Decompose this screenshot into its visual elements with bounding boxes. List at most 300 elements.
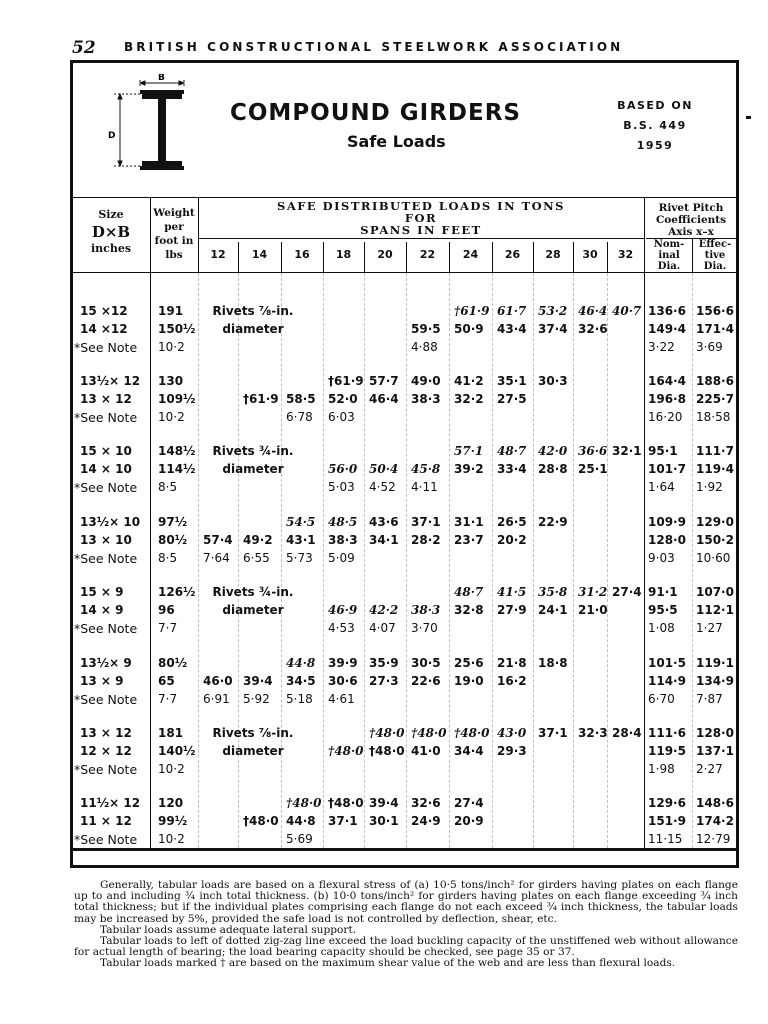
size-head-label: Size [98, 208, 124, 221]
load-value: 32·1 [612, 444, 642, 458]
load-value: 21·0 [578, 603, 608, 617]
load-value: †48·0 [286, 796, 322, 810]
load-value: 50·9 [454, 322, 484, 336]
nominal-coefficient: 149·4 [648, 322, 686, 336]
page-subtitle: Safe Loads [347, 132, 446, 151]
load-value: 35·8 [538, 585, 568, 599]
column-guide [449, 273, 450, 848]
nominal-coefficient: 128·0 [648, 533, 686, 547]
span-head: 20 [377, 248, 393, 261]
effective-coefficient: 119·4 [696, 462, 734, 476]
divider-weight [198, 197, 199, 273]
load-value: 44·8 [286, 814, 316, 828]
effective-coefficient: 134·9 [696, 674, 734, 688]
row-weight: 65 [158, 674, 175, 688]
load-value: †48·0 [369, 726, 405, 740]
load-value: 41·2 [454, 374, 484, 388]
nominal-coefficient: 16·20 [648, 410, 683, 424]
load-value: 22·6 [411, 674, 441, 688]
nominal-coefficient: 101·7 [648, 462, 686, 476]
load-value: 29·3 [497, 744, 527, 758]
weight-column-head [150, 206, 198, 262]
load-value: 27·9 [497, 603, 527, 617]
standard-code: B.S. 449 [623, 119, 687, 132]
load-value: 5·92 [243, 692, 270, 706]
span-head: 18 [335, 248, 352, 261]
nominal-coefficient: 95·5 [648, 603, 678, 617]
row-weight: 8·5 [158, 551, 178, 565]
running-head [72, 38, 752, 58]
nominal-coefficient: 196·8 [648, 392, 686, 406]
column-guide [492, 273, 493, 848]
load-value: 44·8 [286, 656, 316, 670]
row-weight: 10·2 [158, 410, 185, 424]
header-rule [70, 197, 739, 198]
row-size: 13½× 12 [80, 374, 141, 388]
margin-mark [746, 116, 751, 119]
effective-head-3: Dia. [703, 261, 727, 272]
nominal-coefficient: 9·03 [648, 551, 675, 565]
load-value: 32·6 [578, 322, 608, 336]
row-size: 13 × 9 [80, 674, 124, 688]
divider-rivet [644, 197, 645, 273]
row-weight: 140½ [158, 744, 196, 758]
effective-coefficient: 10·60 [696, 551, 731, 565]
load-value: 32·2 [454, 392, 484, 406]
nominal-coefficient: 1·98 [648, 762, 675, 776]
load-value: 38·3 [328, 533, 358, 547]
nominal-coefficient: 6·70 [648, 692, 675, 706]
span-head: 16 [294, 248, 310, 261]
spans-rule [198, 238, 644, 239]
load-value: 43·4 [497, 322, 527, 336]
span-head: 22 [419, 248, 436, 261]
nominal-coefficient: 109·9 [648, 515, 686, 529]
row-size: 14 × 9 [80, 603, 124, 617]
load-value: 25·6 [454, 656, 484, 670]
row-weight: 114½ [158, 462, 196, 476]
effective-coefficient: 128·0 [696, 726, 734, 740]
load-value: †48·0 [328, 796, 364, 810]
load-value: 4·07 [369, 621, 396, 635]
size-head-unit: inches [90, 242, 132, 255]
load-value: 28·2 [411, 533, 441, 547]
load-value: 34·5 [286, 674, 316, 688]
row-weight: 10·2 [158, 340, 185, 354]
association-name: BRITISH CONSTRUCTIONAL STEELWORK ASSOCIATION [124, 40, 624, 54]
load-value: 22·9 [538, 515, 568, 529]
row-size: *See Note [74, 762, 138, 777]
load-value: 37·4 [538, 322, 568, 336]
effective-coefficient: 112·1 [696, 603, 734, 617]
load-value: 49·2 [243, 533, 273, 547]
row-weight: 7·7 [158, 621, 178, 635]
row-weight: 96 [158, 603, 175, 617]
rivet-note-line: diameter [222, 462, 284, 476]
rivet-head-3: Axis x–x [668, 226, 714, 238]
load-value: 27·4 [454, 796, 484, 810]
load-value: 21·8 [497, 656, 527, 670]
weight-head-3: foot in [154, 235, 194, 247]
row-weight: 130 [158, 374, 184, 388]
load-value: 27·4 [612, 585, 642, 599]
load-value: 5·69 [286, 832, 313, 846]
load-value: 38·3 [411, 603, 441, 617]
effective-coefficient: 2·27 [696, 762, 723, 776]
load-value: 5·03 [328, 480, 355, 494]
load-value: 31·2 [578, 585, 608, 599]
load-value: 42·0 [538, 444, 568, 458]
load-value: †48·0 [328, 744, 364, 758]
row-weight: 181 [158, 726, 184, 740]
load-value: 43·0 [497, 726, 527, 740]
nominal-head-1: Nom- [653, 239, 685, 250]
nominal-coefficient: 101·5 [648, 656, 686, 670]
row-size: 15 ×12 [80, 304, 128, 318]
row-size: 14 × 10 [80, 462, 132, 476]
load-value: 57·7 [369, 374, 399, 388]
span-head: 14 [251, 248, 268, 261]
row-size: 14 ×12 [80, 322, 128, 336]
column-guide [607, 273, 608, 848]
rivet-note-line: diameter [222, 744, 284, 758]
loads-group-head [198, 200, 644, 236]
load-value: 57·4 [203, 533, 233, 547]
span-divider [573, 242, 574, 272]
load-value: 33·4 [497, 462, 527, 476]
load-value: 5·18 [286, 692, 313, 706]
row-weight: 8·5 [158, 480, 178, 494]
row-weight: 120 [158, 796, 184, 810]
span-divider [533, 242, 534, 272]
row-size: *See Note [74, 551, 138, 566]
nominal-coefficient: 119·5 [648, 744, 686, 758]
girder-section-diagram [104, 74, 196, 174]
effective-coefficient: 12·79 [696, 832, 731, 846]
effective-coefficient: 225·7 [696, 392, 734, 406]
load-value: 36·6 [578, 444, 608, 458]
load-value: 6·55 [243, 551, 270, 565]
row-weight: 126½ [158, 585, 196, 599]
row-size: *See Note [74, 340, 138, 355]
standard-reference [610, 96, 700, 156]
load-value: 28·4 [612, 726, 642, 740]
load-value: 46·4 [369, 392, 399, 406]
load-value: 46·4 [578, 304, 608, 318]
nominal-coefficient: 129·6 [648, 796, 686, 810]
span-divider [607, 242, 608, 272]
rivet-note-line: diameter [222, 603, 284, 617]
load-value: 4·53 [328, 621, 355, 635]
nominal-coefficient: 91·1 [648, 585, 678, 599]
load-value: 6·03 [328, 410, 355, 424]
load-value: †48·0 [369, 744, 405, 758]
rivet-head-2: Coefficients [655, 214, 727, 226]
rivet-note [198, 583, 308, 619]
effective-coefficient: 18·58 [696, 410, 731, 424]
load-value: 43·6 [369, 515, 399, 529]
effective-coefficient: 1·27 [696, 621, 723, 635]
row-size: 12 × 12 [80, 744, 132, 758]
rivet-note-line: Rivets ¾-in. [212, 444, 294, 458]
load-value: 24·1 [538, 603, 568, 617]
load-value: 61·7 [497, 304, 527, 318]
size-column-head [72, 208, 150, 256]
row-size: 13 × 12 [80, 726, 132, 740]
loads-head-2: FOR [404, 211, 438, 225]
load-value: †61·9 [454, 304, 490, 318]
span-divider [281, 242, 282, 272]
column-guide [281, 273, 282, 848]
effective-coefficient: 150·2 [696, 533, 734, 547]
note-flexural-stress: Generally, tabular loads are based on a flexural stress of (a) 10·5 tons/inch² for girders having plates on each flange up to and including ¾ inch total thickness. (b) 10·0 tons/inch² for girders having plates on each flange exceeding ¾ inch total thickness; but if the individual plates comprising each flange do not each exceed ¾ inch thickness, the tabular loads may be increased by 5%, provided the safe load is not controlled by deflection, shear, etc. [74, 879, 738, 925]
nominal-head-2: inal [658, 250, 680, 261]
row-weight: 191 [158, 304, 184, 318]
load-value: 37·1 [328, 814, 358, 828]
effective-coefficient: 107·0 [696, 585, 734, 599]
nominal-coefficient: 3·22 [648, 340, 675, 354]
load-value: 48·7 [497, 444, 527, 458]
load-value: †61·9 [243, 392, 279, 406]
nominal-coefficient: 136·6 [648, 304, 686, 318]
load-value: 54·5 [286, 515, 316, 529]
load-value: 6·78 [286, 410, 313, 424]
load-value: 50·4 [369, 462, 399, 476]
load-value: 30·3 [538, 374, 568, 388]
load-value: 45·8 [411, 462, 441, 476]
rivet-note-line: Rivets ⅞-in. [212, 304, 294, 318]
column-divider [644, 273, 645, 848]
load-value: 46·9 [328, 603, 358, 617]
note-lateral-support: Tabular loads assume adequate lateral support. [100, 923, 357, 936]
rivet-note-line: Rivets ¾-in. [212, 585, 294, 599]
column-head-rule [70, 272, 739, 273]
rivet-pitch-head [644, 202, 738, 238]
weight-head-4: lbs [165, 249, 183, 261]
row-weight: 10·2 [158, 832, 185, 846]
span-head: 12 [210, 248, 226, 261]
note-shear-value: Tabular loads marked † are based on the maximum shear value of the web and are less than flexural loads. [100, 957, 676, 970]
row-size: 13 × 10 [80, 533, 132, 547]
row-size: 13 × 12 [80, 392, 132, 406]
span-head: 28 [545, 248, 561, 261]
load-value: 39·4 [369, 796, 399, 810]
effective-coefficient: 129·0 [696, 515, 734, 529]
effective-coefficient: 148·6 [696, 796, 734, 810]
nominal-coefficient: 95·1 [648, 444, 678, 458]
standard-year: 1959 [636, 139, 674, 152]
column-guide [198, 273, 199, 848]
diagram-label-d: D [108, 131, 116, 141]
row-size: *See Note [74, 410, 138, 425]
load-value: 27·5 [497, 392, 527, 406]
row-weight: 10·2 [158, 762, 185, 776]
load-value: 19·0 [454, 674, 484, 688]
page-number: 52 [72, 38, 96, 58]
row-weight: 80½ [158, 533, 188, 547]
load-value: 46·0 [203, 674, 233, 688]
span-divider [323, 242, 324, 272]
span-divider [406, 242, 407, 272]
column-guide [533, 273, 534, 848]
rivet-note-line: diameter [222, 322, 284, 336]
load-value: 48·5 [328, 515, 358, 529]
weight-head-2: per [164, 221, 184, 233]
load-value: 39·4 [243, 674, 273, 688]
load-value: 20·2 [497, 533, 527, 547]
effective-coefficient: 137·1 [696, 744, 734, 758]
load-value: 34·4 [454, 744, 484, 758]
load-value: 58·5 [286, 392, 316, 406]
load-value: 41·5 [497, 585, 527, 599]
rivet-note-line: Rivets ⅞-in. [212, 726, 294, 740]
effective-coefficient: 119·1 [696, 656, 734, 670]
load-value: 23·7 [454, 533, 484, 547]
load-value: 30·1 [369, 814, 399, 828]
load-value: 39·2 [454, 462, 484, 476]
divider-size [150, 197, 151, 273]
load-value: 27·3 [369, 674, 399, 688]
effective-coefficient: 174·2 [696, 814, 734, 828]
table-bottom-rule [70, 848, 739, 851]
load-value: 3·70 [411, 621, 438, 635]
column-guide [323, 273, 324, 848]
load-value: 52·0 [328, 392, 358, 406]
span-divider [364, 242, 365, 272]
span-head: 26 [504, 248, 521, 261]
row-weight: 148½ [158, 444, 196, 458]
span-divider [238, 242, 239, 272]
row-weight: 97½ [158, 515, 188, 529]
load-value: 39·9 [328, 656, 358, 670]
row-size: 15 × 10 [80, 444, 132, 458]
loads-head-3: SPANS IN FEET [360, 223, 482, 237]
effective-coefficient: 7·87 [696, 692, 723, 706]
load-value: 41·0 [411, 744, 441, 758]
load-value: 5·73 [286, 551, 313, 565]
rivet-note [198, 302, 308, 338]
row-size: *See Note [74, 621, 138, 636]
load-value: †48·0 [243, 814, 279, 828]
effective-coefficient: 111·7 [696, 444, 734, 458]
rivet-note [198, 724, 308, 760]
load-value: 30·5 [411, 656, 441, 670]
load-value: 32·3 [578, 726, 608, 740]
nominal-coefficient: 11·15 [648, 832, 683, 846]
load-value: 57·1 [454, 444, 484, 458]
effective-head-1: Effec- [698, 239, 732, 250]
effective-coefficient: 156·6 [696, 304, 734, 318]
effective-head-2: tive [704, 250, 726, 261]
load-value: 4·88 [411, 340, 438, 354]
effective-dia-head [692, 239, 738, 272]
load-value: 38·3 [411, 392, 441, 406]
size-head-dims: D×B [91, 223, 131, 241]
load-value: 7·64 [203, 551, 230, 565]
span-divider [492, 242, 493, 272]
load-value: 37·1 [411, 515, 441, 529]
rivet-note [198, 442, 308, 478]
nominal-coefficient: 1·64 [648, 480, 675, 494]
weight-head-1: Weight [153, 207, 195, 219]
table-notes [74, 880, 738, 970]
load-value: 4·52 [369, 480, 396, 494]
load-value: 35·9 [369, 656, 399, 670]
row-size: 15 × 9 [80, 585, 124, 599]
load-value: 6·91 [203, 692, 230, 706]
nominal-coefficient: 1·08 [648, 621, 675, 635]
rivet-head-1: Rivet Pitch [658, 202, 724, 214]
effective-coefficient: 3·69 [696, 340, 723, 354]
effective-coefficient: 171·4 [696, 322, 734, 336]
nominal-head-3: Dia. [657, 261, 681, 272]
based-on-label: BASED ON [617, 99, 693, 112]
load-value: 34·1 [369, 533, 399, 547]
column-guide [573, 273, 574, 848]
load-value: 56·0 [328, 462, 358, 476]
row-weight: 7·7 [158, 692, 178, 706]
column-guide [238, 273, 239, 848]
span-head: 30 [582, 248, 598, 261]
nominal-coefficient: 164·4 [648, 374, 686, 388]
load-value: 16·2 [497, 674, 527, 688]
column-guide [406, 273, 407, 848]
load-value: 4·11 [411, 480, 438, 494]
span-head: 24 [462, 248, 479, 261]
load-value: 35·1 [497, 374, 527, 388]
load-value: 49·0 [411, 374, 441, 388]
load-value: 30·6 [328, 674, 358, 688]
span-divider [449, 242, 450, 272]
divider-nom-eff [692, 238, 693, 273]
column-divider [150, 273, 151, 848]
nominal-coefficient: 111·6 [648, 726, 686, 740]
load-value: 24·9 [411, 814, 441, 828]
load-value: 43·1 [286, 533, 316, 547]
row-size: *See Note [74, 692, 138, 707]
diagram-label-b: B [158, 74, 165, 83]
row-size: *See Note [74, 832, 138, 847]
page-title: COMPOUND GIRDERS [230, 100, 521, 126]
nominal-dia-head [646, 239, 692, 272]
nominal-coefficient: 114·9 [648, 674, 686, 688]
load-value: 5·09 [328, 551, 355, 565]
row-size: 11½× 12 [80, 796, 141, 810]
span-head: 32 [617, 248, 634, 261]
nominal-coefficient: 151·9 [648, 814, 686, 828]
load-value: 25·1 [578, 462, 608, 476]
row-size: *See Note [74, 480, 138, 495]
load-value: 59·5 [411, 322, 441, 336]
loads-head-1: SAFE DISTRIBUTED LOADS IN TONS [277, 199, 565, 213]
row-weight: 109½ [158, 392, 196, 406]
load-value: 48·7 [454, 585, 484, 599]
load-value: †48·0 [454, 726, 490, 740]
load-value: 18·8 [538, 656, 568, 670]
effective-coefficient: 1·92 [696, 480, 723, 494]
row-weight: 99½ [158, 814, 188, 828]
effective-coefficient: 188·6 [696, 374, 734, 388]
load-value: 4·61 [328, 692, 355, 706]
row-weight: 150½ [158, 322, 196, 336]
load-value: 31·1 [454, 515, 484, 529]
load-value: 26·5 [497, 515, 527, 529]
load-value: †61·9 [328, 374, 364, 388]
note-web-buckling: Tabular loads to left of dotted zig-zag line exceed the load buckling capacity of the unstiffened web without allowance for actual length of bearing; the load bearing capacity should be checked, see page 35 or 37. [74, 935, 738, 959]
row-size: 13½× 10 [80, 515, 141, 529]
column-guide [692, 273, 693, 848]
load-value: 53·2 [538, 304, 568, 318]
